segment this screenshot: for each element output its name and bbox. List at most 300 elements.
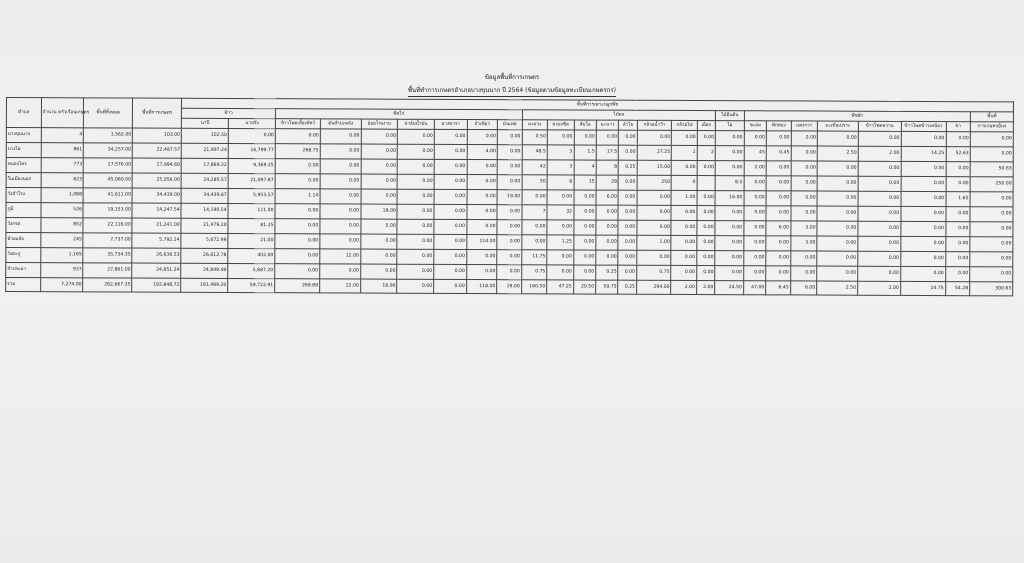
- subheader-cell: นาปี: [182, 118, 229, 128]
- tambon-name: ภูมิ: [6, 203, 41, 218]
- tambon-name: บางไผ่: [6, 143, 41, 158]
- table-cell: 0.00: [466, 265, 497, 280]
- table-cell: 2.50: [817, 146, 858, 161]
- table-cell: 0.00: [858, 236, 901, 251]
- table-cell: 0.00: [467, 175, 498, 190]
- table-cell: 0.00: [596, 220, 618, 235]
- table-cell: 0.00: [573, 265, 595, 280]
- table-cell: 24,849.49: [181, 263, 228, 278]
- total-cell: 2.50: [817, 281, 858, 295]
- table-cell: 0.00: [791, 146, 818, 161]
- table-cell: 0.00: [970, 237, 1013, 252]
- table-cell: 0.00: [361, 189, 398, 204]
- table-cell: 0.00: [901, 191, 946, 206]
- total-cell: 19.00: [497, 280, 522, 294]
- table-cell: 0.00: [547, 220, 574, 235]
- table-cell: 0.00: [817, 251, 858, 266]
- table-cell: 0.00: [672, 130, 698, 145]
- table-cell: 0.00: [398, 144, 435, 159]
- table-cell: 0.00: [618, 220, 636, 235]
- table-cell: 0.45: [766, 146, 791, 161]
- table-cell: 0.00: [574, 205, 596, 220]
- total-cell: 54.28: [945, 282, 970, 296]
- table-cell: 12.00: [320, 249, 361, 264]
- subheader-cell: กล้วยไข่: [672, 120, 698, 130]
- table-cell: 0.00: [522, 220, 548, 235]
- table-cell: 0.00: [275, 204, 320, 219]
- table-cell: 0.00: [672, 160, 698, 175]
- tambon-name: หนองไทร: [6, 158, 41, 173]
- table-cell: 5,792.24: [132, 233, 181, 248]
- subheader-cell: มะเขือเปราะ: [817, 121, 858, 131]
- table-cell: 8: [547, 175, 574, 190]
- table-cell: 0.00: [497, 160, 522, 175]
- table-cell: 0.00: [397, 159, 434, 174]
- table-cell: 25,056.00: [132, 173, 181, 188]
- table-cell: 2: [697, 146, 715, 161]
- table-cell: 0.00: [466, 250, 497, 265]
- table-cell: 0.50: [522, 130, 548, 145]
- table-cell: 0.00: [547, 130, 574, 145]
- table-cell: 0.00: [434, 129, 467, 144]
- table-cell: 0.00: [637, 205, 672, 220]
- subheader-cell: เผือก: [697, 121, 715, 131]
- table-cell: 0.00: [434, 159, 467, 174]
- table-cell: 0.00: [817, 206, 858, 221]
- table-cell: 268.75: [275, 144, 320, 159]
- table-cell: 24,285.57: [181, 173, 228, 188]
- table-cell: 35,734.35: [83, 248, 132, 263]
- table-cell: 0.00: [360, 249, 397, 264]
- table-cell: 15.00: [637, 160, 672, 175]
- table-cell: 1,562.00: [84, 128, 133, 143]
- table-cell: 0.00: [497, 175, 522, 190]
- header-tambon: ตำบล: [6, 98, 41, 128]
- table-cell: 34,257.00: [84, 143, 133, 158]
- table-cell: 0.00: [900, 236, 945, 251]
- table-cell: 0.00: [766, 176, 791, 191]
- table-cell: 27.25: [637, 145, 672, 160]
- table-cell: 5,953.57: [228, 188, 275, 203]
- table-cell: 0.00: [945, 222, 970, 237]
- table-cell: 0.00: [791, 131, 818, 146]
- table-cell: 7: [522, 205, 548, 220]
- table-cell: 0.00: [766, 251, 791, 266]
- table-cell: 0.00: [320, 144, 361, 159]
- table-cell: 0.00: [970, 252, 1013, 267]
- table-cell: 0.00: [817, 131, 858, 146]
- table-cell: 0.00: [497, 265, 522, 280]
- table-cell: 0.00: [637, 250, 672, 265]
- table-cell: 0.00: [618, 190, 636, 205]
- table-cell: 19.00: [497, 190, 522, 205]
- table-cell: 6.00: [596, 190, 618, 205]
- total-cell: 18.00: [360, 279, 397, 293]
- table-cell: 0.00: [320, 159, 361, 174]
- table-cell: 50.63: [970, 162, 1013, 177]
- table-cell: 17,994.60: [133, 158, 182, 173]
- table-cell: 0.00: [946, 177, 971, 192]
- table-cell: 0: [671, 175, 697, 190]
- subheader-cell: ข้าวโพดเลี้ยงสัตว์: [275, 119, 320, 129]
- table-cell: 3.00: [791, 221, 818, 236]
- table-cell: 8.5: [715, 176, 744, 191]
- table-cell: 114.00: [466, 235, 497, 250]
- table-cell: 0.00: [671, 235, 697, 250]
- table-cell: 0.00: [619, 145, 637, 160]
- table-cell: 11.75: [521, 250, 547, 265]
- table-cell: 0.00: [497, 130, 522, 145]
- table-cell: 0.00: [766, 191, 791, 206]
- table-cell: 0.00: [790, 251, 817, 266]
- table-cell: 0.00: [521, 235, 547, 250]
- subheader-cell: มะยงชิด: [547, 120, 574, 130]
- table-cell: 0.00: [715, 131, 744, 146]
- table-cell: 21,241.00: [132, 218, 181, 233]
- table-cell: 41,611.00: [83, 188, 132, 203]
- table-cell: 861: [41, 143, 84, 158]
- table-cell: 0.00: [744, 221, 766, 236]
- total-cell: 0.25: [618, 280, 636, 294]
- table-cell: 0.00: [497, 220, 522, 235]
- table-cell: 0.00: [320, 174, 361, 189]
- table-cell: 0.00: [397, 249, 434, 264]
- table-cell: 4.00: [467, 145, 498, 160]
- table-cell: 16.00: [715, 191, 744, 206]
- total-cell: 160.50: [521, 280, 547, 294]
- subheader-cell: ข่า: [946, 122, 970, 132]
- total-cell: 24.50: [715, 281, 744, 295]
- table-cell: 0.00: [361, 174, 398, 189]
- table-cell: 0.00: [671, 250, 697, 265]
- table-cell: 0.00: [397, 189, 434, 204]
- table-cell: 0.00: [945, 237, 970, 252]
- table-cell: 1.25: [547, 235, 574, 250]
- table-cell: 5,887.20: [228, 263, 275, 278]
- subheader-cell: ชะอม: [744, 121, 766, 131]
- table-cell: 3: [547, 145, 574, 160]
- total-cell: 0.00: [397, 279, 434, 293]
- table-cell: 0.00: [791, 191, 818, 206]
- table-cell: 0.00: [766, 236, 791, 251]
- table-cell: 1.65: [946, 192, 971, 207]
- table-cell: 0.00: [275, 129, 320, 144]
- table-cell: 0.00: [275, 174, 320, 189]
- table-cell: 0.00: [275, 249, 320, 264]
- table-cell: 4: [574, 160, 596, 175]
- total-cell: 2.00: [858, 281, 901, 295]
- table-cell: 0.00: [397, 219, 434, 234]
- table-cell: 0.00: [434, 219, 467, 234]
- table-cell: 17,869.22: [181, 158, 228, 173]
- subheader-cell: ถั่วเขียว: [467, 120, 498, 130]
- table-cell: 0.00: [618, 265, 636, 280]
- page-title: ข้อมูลพื้นที่การเกษตร: [484, 74, 540, 81]
- table-cell: 0.00: [573, 220, 595, 235]
- table-cell: 0.00: [574, 130, 596, 145]
- subheader-cell: นาปรัง: [228, 118, 275, 128]
- table-cell: 0.00: [901, 176, 946, 191]
- total-cell: 6.00: [790, 281, 817, 295]
- table-cell: 14,247.54: [132, 203, 181, 218]
- subheader-cell: ลำไย: [619, 120, 637, 130]
- table-cell: 0.00: [901, 206, 946, 221]
- table-cell: 0.00: [320, 234, 361, 249]
- page-subtitle-text: พื้นที่ทำการเกษตรอำเภอบางขุนนาก ปี 2564 (ข้อมูลตามข้อมูลทะเบียนเกษตรกร): [408, 85, 616, 97]
- table-cell: 0.00: [397, 264, 434, 279]
- table-cell: 0.00: [360, 264, 397, 279]
- table-cell: 0.00: [596, 205, 618, 220]
- table-cell: 0.00: [970, 267, 1013, 282]
- page-subtitle: [0, 85, 1024, 97]
- table-cell: 34,439.67: [181, 188, 228, 203]
- table-cell: 0.00: [637, 220, 672, 235]
- table-cell: 42: [522, 160, 548, 175]
- tambon-name: บางขุนนาก: [6, 128, 41, 143]
- table-cell: 0.00: [817, 221, 858, 236]
- table-cell: 0.00: [744, 176, 766, 191]
- header-households: จำนวน ครัวเรือนเกษตร: [41, 98, 84, 128]
- total-cell: 0.00: [434, 279, 467, 293]
- table-cell: 0.25: [619, 160, 637, 175]
- table-cell: 0.00: [858, 161, 901, 176]
- table-cell: 0.00: [275, 234, 320, 249]
- table-cell: 937: [40, 263, 83, 278]
- table-cell: 0.00: [945, 252, 970, 267]
- table-cell: 15: [574, 175, 596, 190]
- table-cell: 0.00: [320, 189, 361, 204]
- table-cell: 0.00: [697, 206, 715, 221]
- subheader-cell: ข้าวโพดข้าวเหนียว: [901, 121, 946, 131]
- table-cell: 0.00: [766, 206, 791, 221]
- table-cell: 0.00: [901, 131, 946, 146]
- table-cell: 0.00: [697, 221, 715, 236]
- table-cell: 0.00: [320, 129, 361, 144]
- table-cell: 24,851.24: [132, 263, 181, 278]
- subheader-cell: ฟักทอง: [767, 121, 791, 131]
- table-cell: 0.00: [715, 206, 744, 221]
- table-cell: 0.00: [858, 176, 901, 191]
- table-cell: 0.00: [744, 191, 766, 206]
- table-cell: 5,672.99: [181, 233, 228, 248]
- table-cell: 22,116.00: [83, 218, 132, 233]
- subheader-cell: อ้อยโรงงาน: [361, 119, 398, 129]
- table-cell: 0.00: [766, 266, 791, 281]
- table-cell: 0.00: [434, 249, 467, 264]
- table-cell: 0.00: [361, 219, 398, 234]
- tambon-name: ห้วยแห้ง: [6, 233, 41, 248]
- table-cell: 250: [637, 175, 672, 190]
- table-cell: 0.00: [619, 130, 637, 145]
- table-cell: 0.00: [858, 221, 901, 236]
- total-cell: 12.00: [319, 279, 360, 293]
- subheader-cell: ส้มโอ: [574, 120, 596, 130]
- header-perennial: ไม้ยืนต้น: [716, 111, 745, 121]
- table-cell: 402.00: [228, 248, 275, 263]
- total-cell: 59,722.91: [228, 278, 275, 292]
- table-cell: 102.50: [182, 128, 229, 143]
- table-cell: 45,060.00: [84, 173, 133, 188]
- table-cell: 0.00: [858, 251, 901, 266]
- table-cell: 0.00: [715, 146, 744, 161]
- total-cell: 118.00: [466, 280, 497, 294]
- subheader-cell: ข้าวโพดหวาน: [858, 121, 901, 131]
- table-cell: 0.50: [901, 161, 946, 176]
- table-cell: 0.00: [522, 190, 548, 205]
- table-cell: 1.00: [671, 190, 697, 205]
- total-cell: 191,499.20: [181, 278, 228, 292]
- table-cell: 50: [522, 175, 548, 190]
- header-total-area: พื้นที่ทั้งหมด: [84, 98, 133, 128]
- tambon-name: วังกรด: [6, 218, 41, 233]
- table-cell: 0.00: [466, 220, 497, 235]
- table-cell: 0.00: [573, 235, 595, 250]
- header-fruit-trees: ไม้ผล: [522, 110, 716, 121]
- table-cell: 21,097.87: [228, 173, 275, 188]
- table-cell: 0.00: [573, 250, 595, 265]
- total-cell: 6.45: [766, 281, 791, 295]
- table-cell: 0.00: [434, 174, 467, 189]
- table-cell: 1,088: [41, 188, 84, 203]
- table-cell: 0.00: [817, 266, 858, 281]
- table-cell: 0.00: [744, 131, 766, 146]
- table-cell: 81.25: [228, 218, 275, 233]
- table-cell: 0.00: [901, 221, 946, 236]
- total-cell: 294.00: [636, 280, 671, 294]
- table-cell: 1.5: [574, 145, 596, 160]
- subheader-cell: ยางพารา: [434, 119, 467, 129]
- subheader-cell: ไผ่: [716, 121, 745, 131]
- table-cell: 17.5: [596, 145, 618, 160]
- table-cell: 0.75: [636, 265, 671, 280]
- table-cell: 0.00: [320, 219, 361, 234]
- table-cell: 0.00: [858, 191, 901, 206]
- table-cell: 0.00: [744, 206, 766, 221]
- table-cell: 0.00: [766, 161, 791, 176]
- table-cell: 21.00: [228, 233, 275, 248]
- table-cell: 0.00: [228, 128, 275, 143]
- table-cell: 0.00: [970, 222, 1013, 237]
- subheader-cell: มะนาว: [596, 120, 618, 130]
- table-cell: 32: [547, 205, 574, 220]
- table-cell: 0.00: [320, 264, 361, 279]
- table-cell: 0.00: [715, 251, 744, 266]
- table-cell: 0.00: [275, 159, 320, 174]
- table-cell: 0.00: [467, 160, 498, 175]
- header-rice: ข้าว: [182, 108, 276, 118]
- table-cell: 26,612.78: [181, 248, 228, 263]
- table-cell: 0.00: [275, 219, 320, 234]
- table-cell: 0.00: [467, 205, 498, 220]
- table-cell: 3.00: [790, 236, 817, 251]
- table-cell: 103.00: [133, 128, 182, 143]
- table-cell: 0.00: [497, 250, 522, 265]
- table-cell: 0.00: [900, 251, 945, 266]
- table-cell: 2.00: [744, 161, 766, 176]
- total-cell: 7,274.00: [40, 278, 83, 292]
- table-cell: 0.00: [697, 131, 715, 146]
- table-cell: 0.00: [434, 204, 467, 219]
- table-cell: 0.00: [970, 147, 1013, 162]
- table-cell: 1,165: [40, 248, 83, 263]
- table-cell: 0.00: [970, 192, 1013, 207]
- table-cell: 0.00: [574, 190, 596, 205]
- total-row: [6, 278, 1013, 296]
- table-cell: 0.00: [697, 236, 715, 251]
- total-label: รวม: [6, 278, 41, 292]
- table-cell: 0.00: [497, 145, 522, 160]
- total-cell: 2.00: [697, 281, 715, 295]
- table-cell: 0.00: [434, 264, 467, 279]
- table-cell: 0.00: [434, 144, 467, 159]
- table-cell: 0.00: [397, 204, 434, 219]
- table-cell: 526: [41, 203, 84, 218]
- table-cell: 0.00: [618, 205, 636, 220]
- table-cell: 0.00: [671, 265, 697, 280]
- table-cell: 21,997.24: [181, 143, 228, 158]
- table-cell: 7,737.00: [83, 233, 132, 248]
- table-cell: 0.00: [715, 236, 744, 251]
- table-cell: 0.00: [858, 206, 901, 221]
- table-cell: 0.00: [744, 236, 766, 251]
- table-cell: 0.00: [945, 267, 970, 282]
- subheader-cell: มันเทศ: [498, 120, 522, 130]
- subheader-cell: มะม่วง: [522, 120, 548, 130]
- table-cell: 111.00: [228, 203, 275, 218]
- table-cell: 14,190.54: [181, 203, 228, 218]
- table-cell: 0.00: [467, 190, 498, 205]
- table-cell: 18.00: [361, 204, 398, 219]
- table-cell: 0.25: [596, 265, 618, 280]
- table-cell: 0.00: [946, 162, 971, 177]
- table-cell: 16,799.77: [228, 143, 275, 158]
- table-cell: 45: [744, 146, 766, 161]
- table-cell: 0.00: [397, 234, 434, 249]
- table-cell: 0.00: [547, 250, 574, 265]
- total-cell: 47.00: [743, 281, 765, 295]
- table-cell: 0.00: [434, 189, 467, 204]
- table-cell: 0.00: [275, 264, 320, 279]
- tambon-name: วังตะกู: [6, 248, 41, 263]
- table-cell: 0.00: [744, 251, 766, 266]
- table-cell: 0.00: [791, 161, 818, 176]
- table-cell: 0.00: [596, 130, 618, 145]
- table-cell: 0.00: [791, 176, 818, 191]
- table-cell: 0.00: [361, 159, 398, 174]
- table-cell: 21,479.20: [181, 218, 228, 233]
- table-cell: 0.00: [858, 266, 901, 281]
- table-cell: 0.00: [697, 251, 715, 266]
- table-cell: 0.00: [790, 266, 817, 281]
- table-cell: 0.00: [697, 266, 715, 281]
- table-cell: 4: [41, 128, 84, 143]
- table-cell: 6.00: [766, 221, 791, 236]
- table-cell: 27,576.00: [84, 158, 133, 173]
- tambon-name: ลำประดา: [6, 263, 41, 278]
- total-cell: 47.25: [547, 280, 574, 294]
- table-cell: 0.00: [637, 190, 672, 205]
- table-cell: 0.00: [467, 130, 498, 145]
- total-cell: 192,848.72: [132, 278, 181, 292]
- total-cell: 14.75: [900, 281, 945, 295]
- table-cell: 26,636.53: [132, 248, 181, 263]
- table-cell: 0.00: [320, 204, 361, 219]
- tambon-name: ในเมืองนอก: [6, 173, 41, 188]
- table-cell: 0.00: [945, 207, 970, 222]
- table-cell: 0.00: [946, 132, 971, 147]
- table-cell: 0.00: [715, 266, 744, 281]
- header-field-crops: พืชไร่: [275, 109, 522, 120]
